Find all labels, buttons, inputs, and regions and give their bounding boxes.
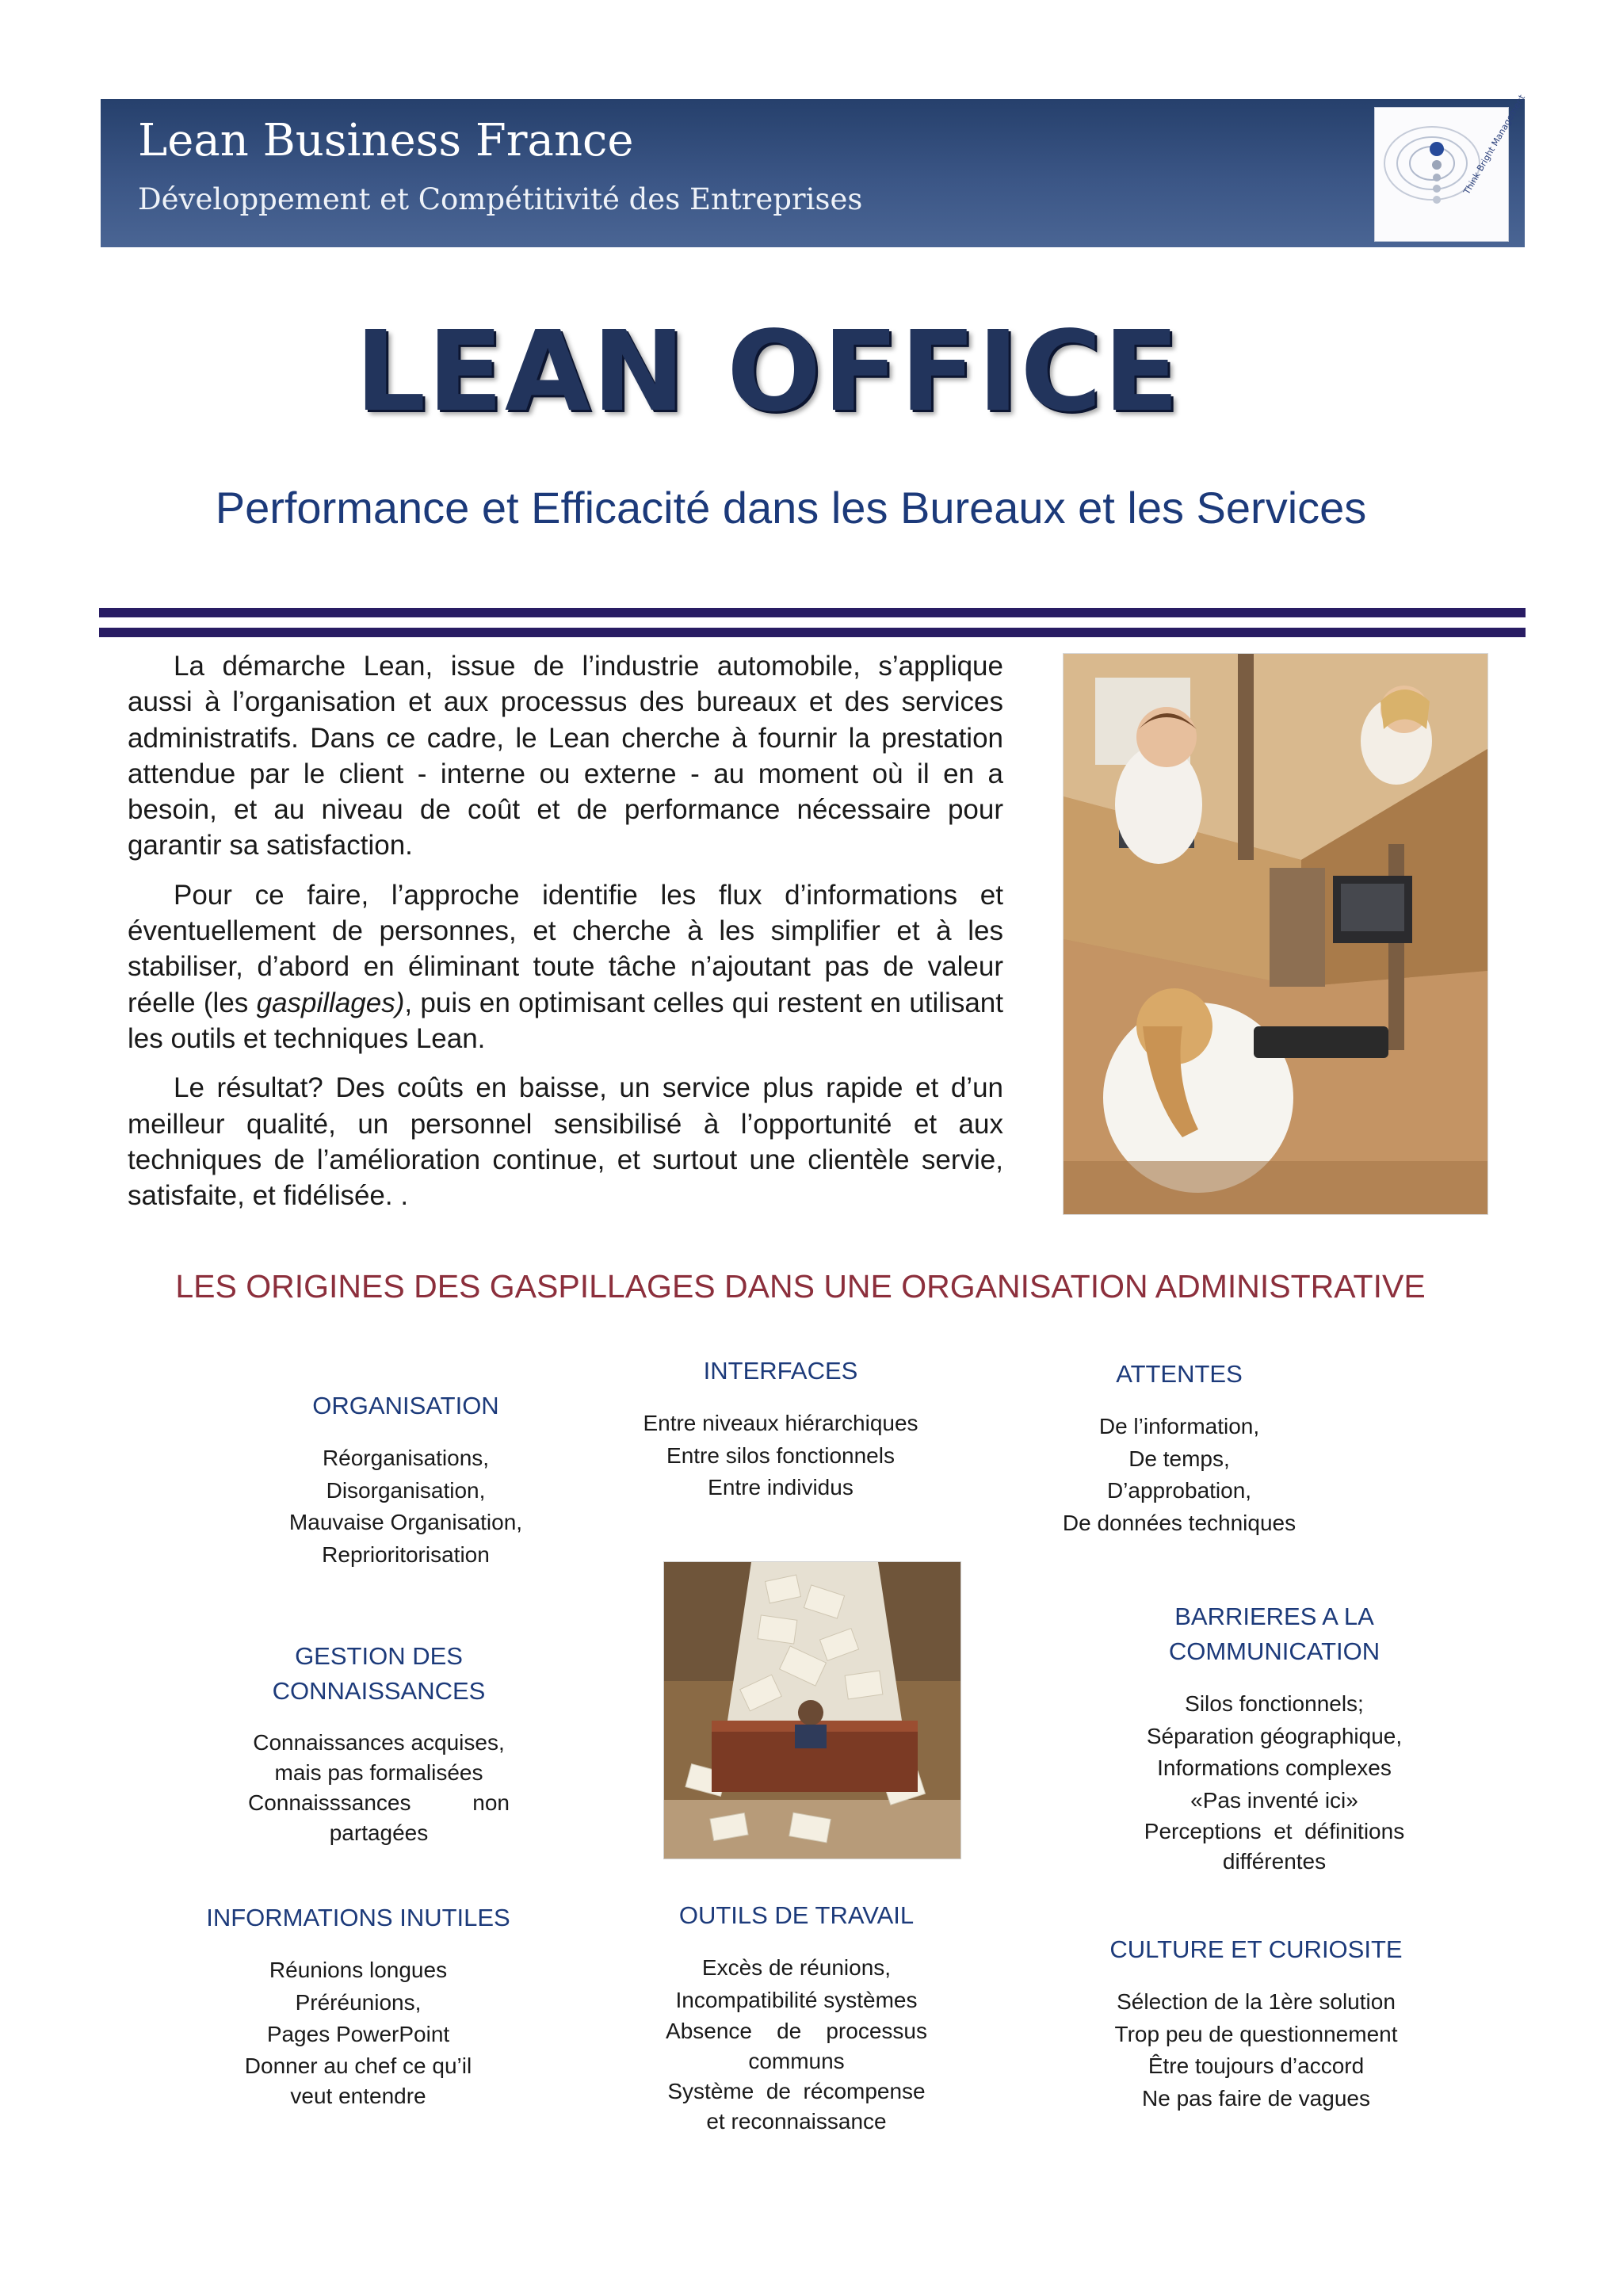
category-line: différentes (1222, 1849, 1327, 1874)
category-line: partagées (329, 1820, 429, 1845)
intro-paragraph-1: La démarche Lean, issue de l’industrie automobile, s’applique aussi à l’organisation et aux processus des bureaux et des services administratifs. Dans ce cadre, le Lean cherche à fournir la prestation attendue par le client - interne ou externe - au moment où il en a besoin, et au niveau de coût et de performance nécessaire pour garantir sa satisfaction. (128, 651, 1003, 861)
category-line: Absence de processus (666, 2019, 927, 2043)
category-outils-travail (638, 1898, 955, 2137)
section-heading: LES ORIGINES DES GASPILLAGES DANS UNE ORGANISATION ADMINISTRATIVE (175, 1268, 1426, 1305)
category-title-line-2: COMMUNICATION (1168, 1637, 1381, 1665)
category-line: Entre silos fonctionnels (666, 1442, 895, 1468)
page-title: LEAN OFFICE (355, 308, 1181, 437)
category-title-line-1: BARRIERES A LA (1174, 1603, 1374, 1630)
category-title: ATTENTES (1116, 1360, 1243, 1388)
category-line: Réunions longues (269, 1958, 448, 1982)
category-line: Préréunions, (295, 1989, 422, 2015)
category-line: De l’information, (1098, 1414, 1260, 1438)
page-subtitle: Performance et Efficacité dans les Bureaux et les Services (215, 483, 1367, 533)
category-line: Trop peu de questionnement (1114, 2021, 1398, 2046)
category-line: Disorganisation, (326, 1477, 486, 1503)
category-line: mais pas formalisées (274, 1760, 483, 1785)
company-logo (1374, 93, 1528, 242)
intro-paragraph-2: Pour ce faire, l’approche identifie les flux d’informations et éventuellement de personnes, et cherche à les simplifier et à les stabiliser, d’abord en éliminant toute tâche n’ajoutant pas de valeur réelle (les gaspillages), puis en optimisant celles qui restent en utilisant les outils et techniques Lean. (128, 879, 1003, 1054)
category-gestion-connaissances (189, 1639, 569, 1848)
category-attentes (1021, 1357, 1338, 1539)
category-line: Silos fonctionnels; (1185, 1691, 1364, 1716)
category-line: Donner au chef ce qu’il (244, 2053, 472, 2078)
category-line: D’approbation, (1106, 1478, 1252, 1503)
category-line: «Pas inventé ici» (1190, 1787, 1358, 1813)
brand-name: Lean Business France (138, 115, 634, 166)
intro-text (128, 648, 1003, 1227)
logo-text: Think Bright Management (1461, 93, 1528, 197)
category-line: Séparation géographique, (1146, 1723, 1403, 1748)
category-line: De temps, (1128, 1446, 1230, 1471)
category-line: De données techniques (1062, 1510, 1296, 1535)
category-line: Pages PowerPoint (266, 2022, 450, 2046)
category-title: GESTION DES CONNAISSANCES (272, 1642, 486, 1705)
category-line: Ne pas faire de vagues (1142, 2085, 1370, 2111)
category-body (244, 1728, 514, 1848)
category-informations-inutiles (184, 1901, 533, 2111)
divider-line-top (99, 608, 1526, 617)
category-barrieres-communication (1116, 1599, 1433, 1877)
paper-pile-photo (663, 1561, 961, 1859)
category-line: veut entendre (290, 2083, 426, 2108)
category-line: Reprioritorisation (322, 1541, 490, 1567)
category-title: INTERFACES (703, 1357, 858, 1385)
office-photo (1063, 653, 1488, 1215)
category-line: Réorganisations, (322, 1446, 490, 1470)
category-line: Connaisssances non (248, 1790, 510, 1815)
category-title: INFORMATIONS INUTILES (206, 1904, 510, 1931)
category-interfaces (622, 1354, 939, 1504)
category-title: CULTURE ET CURIOSITE (1109, 1935, 1403, 1963)
category-line: Entre individus (708, 1475, 854, 1499)
category-title: OUTILS DE TRAVAIL (678, 1901, 915, 1929)
header-banner (101, 93, 1528, 247)
category-line: Sélection de la 1ère solution (1117, 1989, 1396, 2014)
category-line: Système de récompense (667, 2079, 926, 2103)
emphasis-gaspillages: gaspillages) (256, 987, 405, 1018)
category-line: Informations complexes (1157, 1755, 1392, 1780)
category-line: Être toujours d’accord (1148, 2053, 1365, 2078)
category-line: Incompatibilité systèmes (675, 1987, 918, 2012)
category-organisation (247, 1389, 564, 1571)
category-culture-curiosite (1074, 1932, 1438, 2115)
category-line: communs (748, 2049, 845, 2073)
category-line: et reconnaissance (706, 2109, 887, 2134)
category-line: Entre niveaux hiérarchiques (643, 1411, 918, 1435)
brand-tagline: Développement et Compétitivité des Entreprises (138, 182, 863, 216)
intro-paragraph-3: Le résultat? Des coûts en baisse, un service plus rapide et d’un meilleur qualité, un personnel sensibilisé à l’opportunité et aux techniques de l’amélioration continue, et surtout une clientèle servie, satisfaite, et fidélisée. . (128, 1072, 1003, 1212)
category-body (666, 1952, 927, 2137)
category-line: Connaissances acquises, (253, 1730, 505, 1755)
category-line: Excès de réunions, (701, 1955, 892, 1980)
category-line: Mauvaise Organisation, (288, 1510, 523, 1534)
divider-line-bottom (99, 628, 1526, 637)
category-line: Perceptions et définitions (1144, 1819, 1405, 1843)
category-title: ORGANISATION (312, 1392, 499, 1419)
